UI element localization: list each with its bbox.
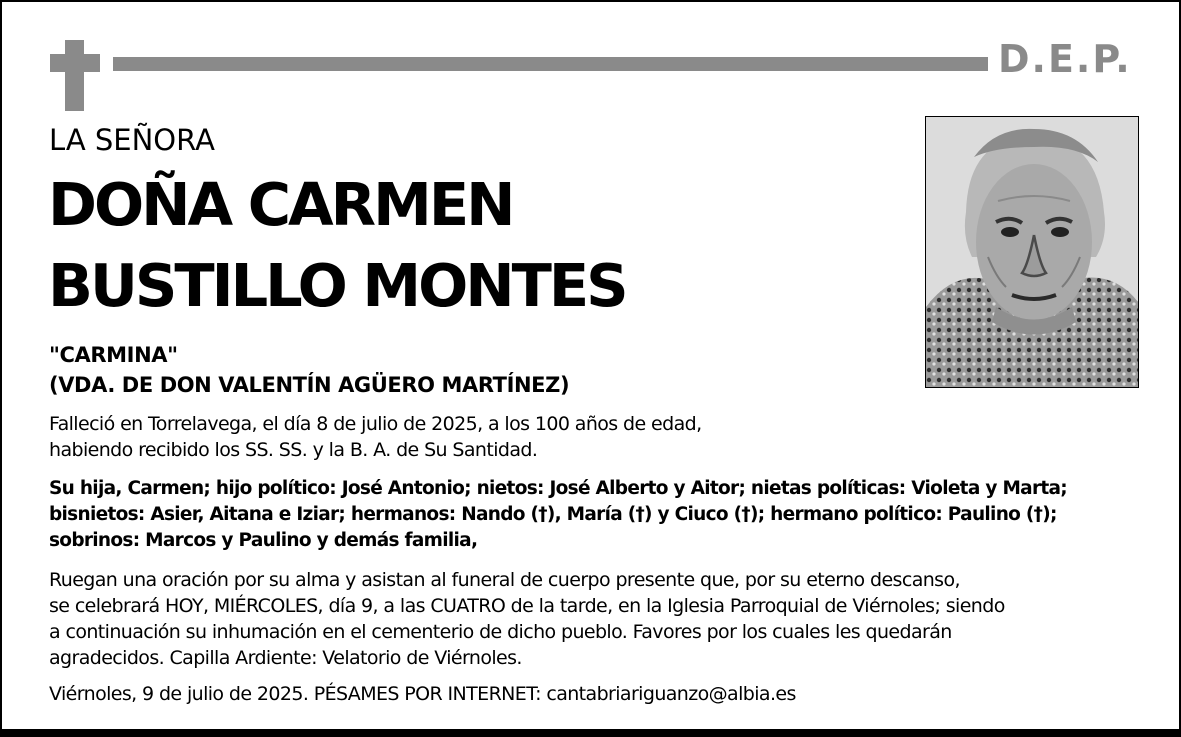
family-paragraph — [49, 476, 1067, 554]
deceased-name-line-1: DOÑA CARMEN — [48, 170, 513, 239]
death-paragraph — [49, 411, 702, 463]
funeral-line: agradecidos. Capilla Ardiente: Velatorio de Viérnoles. — [49, 647, 522, 669]
family-line: Su hija, Carmen; hijo político: José Antonio; nietos: José Alberto y Aitor; nietas políticas: Violeta y Marta; — [49, 478, 1067, 499]
funeral-paragraph — [49, 567, 1005, 671]
header-rule — [113, 57, 988, 71]
dep-label: D.E.P. — [998, 37, 1132, 81]
signoff-line: Viérnoles, 9 de julio de 2025. PÉSAMES POR INTERNET: cantabriariguanzo@albia.es — [49, 683, 796, 705]
family-line: sobrinos: Marcos y Paulino y demás familia, — [49, 530, 478, 551]
death-line: Falleció en Torrelavega, el día 8 de julio de 2025, a los 100 años de edad, — [49, 413, 702, 435]
portrait-photo — [925, 116, 1139, 388]
cross-icon-horizontal-bar — [50, 54, 100, 72]
widow-of: (VDA. DE DON VALENTÍN AGÜERO MARTÍNEZ) — [49, 373, 570, 397]
funeral-line: a continuación su inhumación en el cementerio de dicho pueblo. Favores por los cuales les quedarán — [49, 621, 952, 643]
portrait-illustration — [926, 117, 1138, 387]
cross-icon-vertical-bar — [65, 40, 84, 111]
nickname: "CARMINA" — [49, 343, 178, 367]
family-line: bisnietos: Asier, Aitana e Iziar; hermanos: Nando (†), María (†) y Ciuco (†); hermano político: Paulino (†); — [49, 504, 1057, 525]
deceased-name-line-2: BUSTILLO MONTES — [48, 251, 626, 320]
funeral-line: Ruegan una oración por su alma y asistan al funeral de cuerpo presente que, por su eterno descanso, — [49, 569, 960, 591]
title-label: LA SEÑORA — [49, 123, 215, 157]
funeral-line: se celebrará HOY, MIÉRCOLES, día 9, a las CUATRO de la tarde, en la Iglesia Parroquial de Viérnoles; siendo — [49, 595, 1005, 617]
death-line: habiendo recibido los SS. SS. y la B. A. de Su Santidad. — [49, 439, 538, 461]
